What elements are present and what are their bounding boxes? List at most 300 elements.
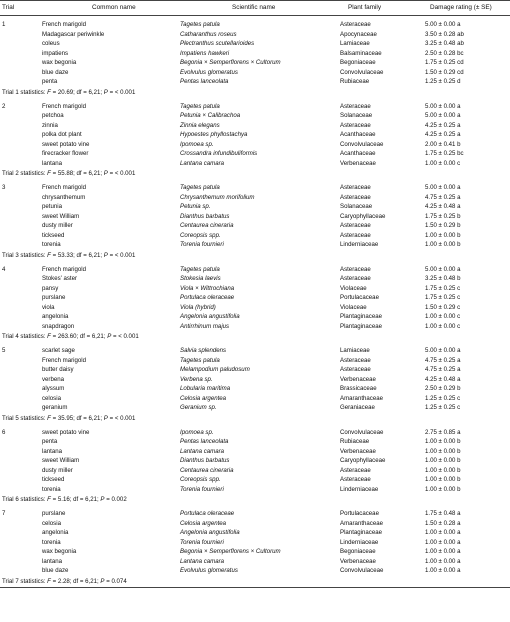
damage-rating-cell: 3.25 ± 0.48 b	[425, 275, 461, 282]
plant-family-cell: Asteraceae	[340, 275, 371, 282]
scientific-name-cell: Centaurea cineraria	[180, 222, 234, 229]
table-row	[0, 193, 510, 203]
plant-family-cell: Asteraceae	[340, 231, 371, 239]
damage-rating-cell: 4.25 ± 0.25 a	[425, 131, 461, 138]
table-row	[0, 428, 510, 438]
f-symbol: F	[47, 414, 51, 422]
damage-rating-cell: 5.00 ± 0.00 a	[425, 184, 461, 191]
df-value: 6,21	[88, 251, 101, 259]
plant-family-cell: Asteraceae	[340, 222, 371, 229]
damage-rating-cell: 3.50 ± 0.28 ab	[425, 30, 464, 38]
table-row	[0, 384, 510, 394]
scientific-name-cell: Portulaca oleraceae	[180, 294, 235, 301]
damage-rating-cell: 5.00 ± 0.00 a	[425, 112, 461, 119]
scientific-name-cell: Stokesia laevis	[180, 275, 221, 282]
damage-rating-cell: 3.25 ± 0.48 ab	[425, 40, 464, 47]
table-row	[0, 20, 510, 30]
table-row	[0, 58, 510, 68]
common-name-cell: chrysanthemum	[42, 193, 86, 201]
damage-rating-cell: 1.50 ± 0.29 cd	[425, 68, 464, 76]
damage-rating-cell: 5.00 ± 0.00 a	[425, 21, 461, 28]
plant-family-cell: Rubiaceae	[340, 78, 370, 85]
table-row	[0, 557, 510, 567]
common-name-cell: scarlet sage	[42, 347, 75, 354]
scientific-name-cell: Evolvulus glomeratus	[180, 68, 238, 76]
plant-family-cell: Caryophyllaceae	[340, 457, 386, 464]
plant-family-cell: Balsaminaceae	[340, 49, 382, 57]
plant-family-cell: Amaranthaceae	[340, 394, 384, 402]
scientific-name-cell: Tagetes patula	[180, 21, 220, 28]
common-name-cell: tickseed	[42, 476, 65, 483]
table-row	[0, 403, 510, 413]
common-name-cell: sweet William	[42, 212, 80, 220]
df-value: 6,21	[91, 333, 104, 340]
damage-rating-cell: 1.00 ± 0.00 b	[425, 231, 461, 239]
scientific-name-cell: Petunia sp.	[180, 203, 211, 210]
damage-rating-cell: 1.75 ± 0.25 c	[425, 284, 461, 292]
table-row	[0, 39, 510, 49]
common-name-cell: alyssum	[42, 385, 65, 392]
common-name-cell: lantana	[42, 159, 62, 167]
trial-statistics: Trial 4 statistics: F = 263.60; df = 6,21; P = < 0.001	[2, 333, 139, 340]
table-row	[0, 231, 510, 241]
scientific-name-cell: Viola (hybrid)	[180, 303, 216, 311]
bottom-rule	[0, 587, 510, 588]
f-symbol: F	[47, 251, 51, 259]
f-value: 20.69	[57, 88, 74, 96]
damage-rating-cell: 1.00 ± 0.00 a	[425, 529, 461, 536]
plant-family-cell: Asteraceae	[340, 366, 371, 373]
plant-family-cell: Lamiaceae	[340, 347, 370, 354]
plant-family-cell: Lamiaceae	[340, 40, 370, 47]
common-name-cell: sweet potato vine	[42, 140, 90, 148]
table-row	[0, 293, 510, 303]
plant-family-cell: Asteraceae	[340, 121, 371, 129]
df-value: 6,21	[88, 170, 101, 177]
scientific-name-cell: Portulaca oleraceae	[180, 510, 235, 517]
scientific-name-cell: Coreopsis spp.	[180, 231, 221, 239]
common-name-cell: angelonia	[42, 313, 69, 320]
table-row	[0, 68, 510, 78]
scientific-name-cell: Lantana camara	[180, 557, 225, 565]
table-row	[0, 212, 510, 222]
plant-family-cell: Linderniaceae	[340, 241, 379, 248]
stats-prefix: Trial 4 statistics:	[2, 333, 46, 340]
p-symbol: P	[103, 88, 108, 96]
scientific-name-cell: Salvia splendens	[180, 347, 227, 354]
plant-family-cell: Convolvulaceae	[340, 567, 384, 574]
plant-family-cell: Geraniaceae	[340, 404, 375, 411]
df-value: 6,21	[85, 496, 98, 503]
damage-rating-cell: 1.00 ± 0.00 b	[425, 241, 461, 248]
common-name-cell: blue daze	[42, 567, 69, 574]
damage-rating-cell: 5.00 ± 0.00 a	[425, 102, 461, 110]
common-name-cell: coleus	[42, 40, 60, 47]
damage-rating-cell: 2.50 ± 0.29 b	[425, 385, 461, 392]
damage-rating-cell: 1.75 ± 0.48 a	[425, 510, 461, 517]
common-name-cell: wax begonia	[42, 548, 77, 555]
common-name-cell: French marigold	[42, 102, 87, 110]
common-name-cell: dusty miller	[42, 466, 73, 474]
table-row	[0, 240, 510, 250]
trial-statistics: Trial 6 statistics: F = 5.16; df = 6,21; P = 0.002	[2, 496, 127, 503]
common-name-cell: impatiens	[42, 49, 69, 57]
table-row	[0, 30, 510, 40]
common-name-cell: firecracker flower	[42, 150, 89, 157]
damage-rating-cell: 1.25 ± 0.25 c	[425, 394, 461, 402]
table-row	[0, 183, 510, 193]
common-name-cell: celosia	[42, 394, 61, 402]
damage-rating-cell: 1.00 ± 0.00 b	[425, 485, 461, 493]
scientific-name-cell: Angelonia angustifolia	[180, 529, 240, 536]
f-value: 55.88	[57, 170, 74, 177]
damage-rating-cell: 1.00 ± 0.00 a	[425, 557, 461, 565]
scientific-name-cell: Verbena sp.	[180, 375, 213, 383]
scientific-name-cell: Celosia argentea	[180, 519, 227, 527]
scientific-name-cell: Lantana camara	[180, 447, 225, 455]
plant-family-cell: Asteraceae	[340, 466, 371, 474]
scientific-name-cell: Begonia × Semperflorens × Cultorum	[180, 59, 281, 66]
table-row	[0, 437, 510, 447]
trial-statistics: Trial 3 statistics: F = 53.33; df = 6,21; P = < 0.001	[2, 251, 136, 259]
table-row	[0, 140, 510, 150]
plant-family-cell: Verbenaceae	[340, 375, 376, 383]
table-row	[0, 49, 510, 59]
common-name-cell: celosia	[42, 519, 61, 527]
f-value: 5.16	[57, 496, 70, 503]
common-name-cell: blue daze	[42, 68, 69, 76]
header-plant-family: Plant family	[348, 4, 382, 11]
trial-statistics: Trial 2 statistics: F = 55.88; df = 6,21; P = < 0.001	[2, 170, 136, 177]
damage-rating-cell: 4.75 ± 0.25 a	[425, 193, 461, 201]
common-name-cell: snapdragon	[42, 322, 75, 330]
scientific-name-cell: Pentas lanceolata	[180, 438, 229, 445]
common-name-cell: dusty miller	[42, 222, 73, 229]
plant-family-cell: Violaceae	[340, 303, 367, 311]
scientific-name-cell: Melampodium paludosum	[180, 366, 250, 373]
p-value: < 0.001	[114, 414, 136, 422]
table-row	[0, 221, 510, 231]
common-name-cell: torenia	[42, 241, 61, 248]
table-row	[0, 274, 510, 284]
damage-rating-cell: 1.00 ± 0.00 b	[425, 466, 461, 474]
table-body	[0, 16, 510, 587]
trial-number: 4	[2, 265, 6, 273]
plant-family-cell: Rubiaceae	[340, 438, 370, 445]
damage-rating-cell: 2.50 ± 0.28 bc	[425, 49, 464, 57]
plant-family-cell: Begoniaceae	[340, 548, 376, 555]
p-symbol: P	[103, 170, 108, 177]
scientific-name-cell: Geranium sp.	[180, 404, 217, 411]
scientific-name-cell: Ipomoea sp.	[180, 140, 214, 148]
table-row	[0, 111, 510, 121]
damage-rating-cell: 1.50 ± 0.29 c	[425, 303, 461, 311]
df-value: 6,21	[88, 88, 101, 96]
damage-rating-cell: 4.75 ± 0.25 a	[425, 356, 461, 364]
table-row	[0, 547, 510, 557]
header-damage-rating: Damage rating (± SE)	[430, 4, 492, 11]
scientific-name-cell: Tagetes patula	[180, 265, 220, 273]
damage-rating-cell: 1.00 ± 0.00 c	[425, 159, 461, 167]
common-name-cell: angelonia	[42, 529, 69, 536]
damage-rating-cell: 1.00 ± 0.00 c	[425, 322, 461, 330]
table-row	[0, 149, 510, 159]
stats-prefix: Trial 2 statistics:	[2, 170, 46, 177]
common-name-cell: penta	[42, 78, 58, 85]
plant-family-cell: Asteraceae	[340, 184, 371, 191]
table-row	[0, 519, 510, 529]
scientific-name-cell: Angelonia angustifolia	[180, 313, 240, 320]
common-name-cell: pansy	[42, 284, 59, 292]
damage-rating-cell: 1.00 ± 0.00 b	[425, 476, 461, 483]
p-value: 0.074	[111, 577, 127, 585]
common-name-cell: lantana	[42, 557, 62, 565]
p-value: 0.002	[111, 496, 127, 503]
header-scientific-name: Scientific name	[232, 4, 276, 11]
p-value: < 0.001	[118, 333, 139, 340]
scientific-name-cell: Viola × Wittrochiana	[180, 284, 235, 292]
p-symbol: P	[100, 577, 105, 585]
damage-rating-cell: 5.00 ± 0.00 a	[425, 347, 461, 354]
p-symbol: P	[100, 496, 105, 503]
table-row	[0, 485, 510, 495]
plant-family-cell: Portulacaceae	[340, 510, 379, 517]
trial-number: 5	[2, 347, 6, 354]
damage-rating-cell: 1.75 ± 0.25 b	[425, 212, 461, 220]
common-name-cell: tickseed	[42, 231, 65, 239]
common-name-cell: geranium	[42, 404, 68, 411]
table-row	[0, 447, 510, 457]
plant-family-cell: Asteraceae	[340, 102, 371, 110]
damage-rating-cell: 1.00 ± 0.00 c	[425, 313, 461, 320]
table-row	[0, 130, 510, 140]
common-name-cell: viola	[42, 303, 55, 311]
scientific-name-cell: Petunia × Calibrachoa	[180, 112, 241, 119]
damage-rating-cell: 4.25 ± 0.48 a	[425, 203, 461, 210]
table-row	[0, 102, 510, 112]
plant-family-cell: Apocynaceae	[340, 30, 377, 38]
table-row	[0, 475, 510, 485]
common-name-cell: torenia	[42, 485, 61, 493]
common-name-cell: sweet William	[42, 457, 80, 464]
damage-rating-cell: 1.00 ± 0.00 b	[425, 438, 461, 445]
table-row	[0, 365, 510, 375]
common-name-cell: torenia	[42, 538, 61, 546]
plant-family-cell: Violaceae	[340, 284, 367, 292]
damage-rating-cell: 1.00 ± 0.00 a	[425, 538, 461, 546]
table-row	[0, 121, 510, 131]
plant-family-cell: Verbenaceae	[340, 447, 376, 455]
header-trial: Trial	[2, 4, 15, 11]
plant-family-cell: Verbenaceae	[340, 557, 376, 565]
scientific-name-cell: Hypoestes phyllostachya	[180, 131, 248, 138]
plant-family-cell: Portulacaceae	[340, 294, 379, 301]
f-symbol: F	[47, 88, 51, 96]
table-row	[0, 509, 510, 519]
damage-rating-cell: 4.75 ± 0.25 a	[425, 366, 461, 373]
df-value: 6,21	[85, 577, 98, 585]
plant-family-cell: Convolvulaceae	[340, 68, 384, 76]
plant-family-cell: Brassicaceae	[340, 385, 377, 392]
damage-rating-cell: 1.00 ± 0.00 a	[425, 548, 461, 555]
f-value: 53.33	[57, 251, 74, 259]
plant-family-cell: Plantaginaceae	[340, 313, 383, 320]
common-name-cell: purslane	[42, 510, 66, 517]
header-common-name: Common name	[92, 4, 136, 11]
common-name-cell: petchoa	[42, 112, 64, 119]
scientific-name-cell: Crossandra infundibuliformis	[180, 150, 258, 157]
scientific-name-cell: Celosia argentea	[180, 394, 227, 402]
scientific-name-cell: Torenia fournieri	[180, 538, 224, 546]
damage-rating-cell: 1.75 ± 0.25 cd	[425, 59, 464, 66]
damage-rating-cell: 4.25 ± 0.48 a	[425, 375, 461, 383]
table-row	[0, 284, 510, 294]
f-symbol: F	[47, 170, 51, 177]
plant-family-cell: Plantaginaceae	[340, 529, 383, 536]
table-row	[0, 312, 510, 322]
trial-number: 1	[2, 21, 6, 28]
table-row	[0, 202, 510, 212]
plant-family-cell: Asteraceae	[340, 356, 371, 364]
scientific-name-cell: Lantana camara	[180, 159, 225, 167]
damage-rating-cell: 1.50 ± 0.28 a	[425, 519, 461, 527]
scientific-name-cell: Plectranthus scutellarioides	[180, 40, 255, 47]
table-row	[0, 566, 510, 576]
common-name-cell: Stokes' aster	[42, 275, 78, 282]
scientific-name-cell: Begonia × Semperflorens × Cultorum	[180, 548, 281, 555]
plant-family-cell: Verbenaceae	[340, 159, 376, 167]
common-name-cell: penta	[42, 438, 58, 445]
scientific-name-cell: Chrysanthemum morifolium	[180, 193, 255, 201]
table-row	[0, 303, 510, 313]
table-row	[0, 528, 510, 538]
plant-family-cell: Caryophyllaceae	[340, 212, 386, 220]
scientific-name-cell: Lobularia maritima	[180, 385, 231, 392]
damage-rating-cell: 1.25 ± 0.25 c	[425, 404, 461, 411]
common-name-cell: verbena	[42, 375, 65, 383]
damage-rating-cell: 1.75 ± 0.25 c	[425, 294, 461, 301]
trial-statistics: Trial 7 statistics: F = 2.28; df = 6,21; P = 0.074	[2, 577, 127, 585]
table-row	[0, 77, 510, 87]
stats-prefix: Trial 7 statistics:	[2, 577, 46, 585]
scientific-name-cell: Pentas lanceolata	[180, 78, 229, 85]
f-value: 35.95	[57, 414, 74, 422]
plant-family-cell: Asteraceae	[340, 476, 371, 483]
f-symbol: F	[47, 496, 51, 503]
common-name-cell: French marigold	[42, 21, 87, 28]
f-symbol: F	[47, 333, 51, 340]
p-symbol: P	[107, 333, 112, 340]
f-value: 2.28	[57, 577, 70, 585]
trial-number: 3	[2, 184, 6, 191]
scientific-name-cell: Centaurea cineraria	[180, 466, 234, 474]
stats-prefix: Trial 5 statistics:	[2, 414, 46, 422]
common-name-cell: wax begonia	[42, 59, 77, 66]
damage-rating-cell: 1.50 ± 0.29 b	[425, 222, 461, 229]
scientific-name-cell: Tagetes patula	[180, 356, 220, 364]
scientific-name-cell: Catharanthus roseus	[180, 30, 237, 38]
plant-family-cell: Asteraceae	[340, 21, 371, 28]
plant-family-cell: Convolvulaceae	[340, 140, 384, 148]
table-row	[0, 456, 510, 466]
table-row	[0, 466, 510, 476]
table-row	[0, 346, 510, 356]
table-row	[0, 265, 510, 275]
common-name-cell: petunia	[42, 203, 62, 210]
common-name-cell: French marigold	[42, 356, 87, 364]
plant-family-cell: Linderniaceae	[340, 538, 379, 546]
trial-number: 7	[2, 510, 6, 517]
common-name-cell: butter daisy	[42, 366, 74, 373]
p-value: < 0.001	[114, 88, 136, 96]
table-row	[0, 159, 510, 169]
common-name-cell: French marigold	[42, 265, 87, 273]
trial-statistics: Trial 1 statistics: F = 20.69; df = 6,21; P = < 0.001	[2, 88, 136, 96]
damage-rating-cell: 1.00 ± 0.00 a	[425, 567, 461, 574]
damage-rating-cell: 1.00 ± 0.00 b	[425, 457, 461, 464]
p-symbol: P	[103, 414, 108, 422]
plant-family-cell: Acanthaceae	[340, 150, 376, 157]
table-row	[0, 394, 510, 404]
plant-family-cell: Solanaceae	[340, 203, 373, 210]
table-row	[0, 322, 510, 332]
scientific-name-cell: Zinnia elegans	[180, 121, 220, 129]
plant-family-cell: Plantaginaceae	[340, 322, 383, 330]
common-name-cell: zinnia	[42, 121, 58, 129]
p-value: < 0.001	[114, 251, 136, 259]
damage-rating-cell: 2.75 ± 0.85 a	[425, 428, 461, 436]
trial-number: 2	[2, 102, 6, 110]
scientific-name-cell: Ipomoea sp.	[180, 428, 214, 436]
scientific-name-cell: Coreopsis spp.	[180, 476, 221, 483]
p-value: < 0.001	[114, 170, 136, 177]
plant-family-cell: Convolvulaceae	[340, 428, 384, 436]
f-symbol: F	[47, 577, 51, 585]
plant-family-cell: Linderniaceae	[340, 485, 379, 493]
trial-statistics: Trial 5 statistics: F = 35.95; df = 6,21; P = < 0.001	[2, 414, 136, 422]
damage-rating-cell: 1.25 ± 0.25 d	[425, 78, 461, 85]
plant-family-cell: Begoniaceae	[340, 59, 376, 66]
common-name-cell: Madagascar periwinkle	[42, 30, 105, 38]
common-name-cell: polka dot plant	[42, 131, 82, 138]
common-name-cell: purslane	[42, 294, 66, 301]
table-header	[0, 1, 510, 15]
table-row	[0, 538, 510, 548]
plant-family-cell: Amaranthaceae	[340, 519, 384, 527]
table-row	[0, 356, 510, 366]
damage-rating-cell: 1.00 ± 0.00 b	[425, 447, 461, 455]
f-value: 263.60	[57, 333, 77, 340]
damage-rating-cell: 1.75 ± 0.25 bc	[425, 150, 464, 157]
stats-prefix: Trial 1 statistics:	[2, 88, 46, 96]
stats-prefix: Trial 3 statistics:	[2, 251, 46, 259]
scientific-name-cell: Tagetes patula	[180, 184, 220, 191]
common-name-cell: lantana	[42, 447, 62, 455]
common-name-cell: French marigold	[42, 184, 87, 191]
plant-family-cell: Solanaceae	[340, 112, 373, 119]
scientific-name-cell: Impatiens hawkeri	[180, 49, 230, 57]
scientific-name-cell: Dianthus barbatus	[180, 212, 230, 220]
scientific-name-cell: Torenia fournieri	[180, 485, 224, 493]
p-symbol: P	[103, 251, 108, 259]
scientific-name-cell: Torenia fournieri	[180, 241, 224, 248]
scientific-name-cell: Evolvulus glomeratus	[180, 567, 238, 574]
plant-family-cell: Acanthaceae	[340, 131, 376, 138]
stats-prefix: Trial 6 statistics:	[2, 496, 46, 503]
common-name-cell: sweet potato vine	[42, 428, 90, 436]
trial-number: 6	[2, 428, 6, 436]
damage-rating-cell: 5.00 ± 0.00 a	[425, 265, 461, 273]
